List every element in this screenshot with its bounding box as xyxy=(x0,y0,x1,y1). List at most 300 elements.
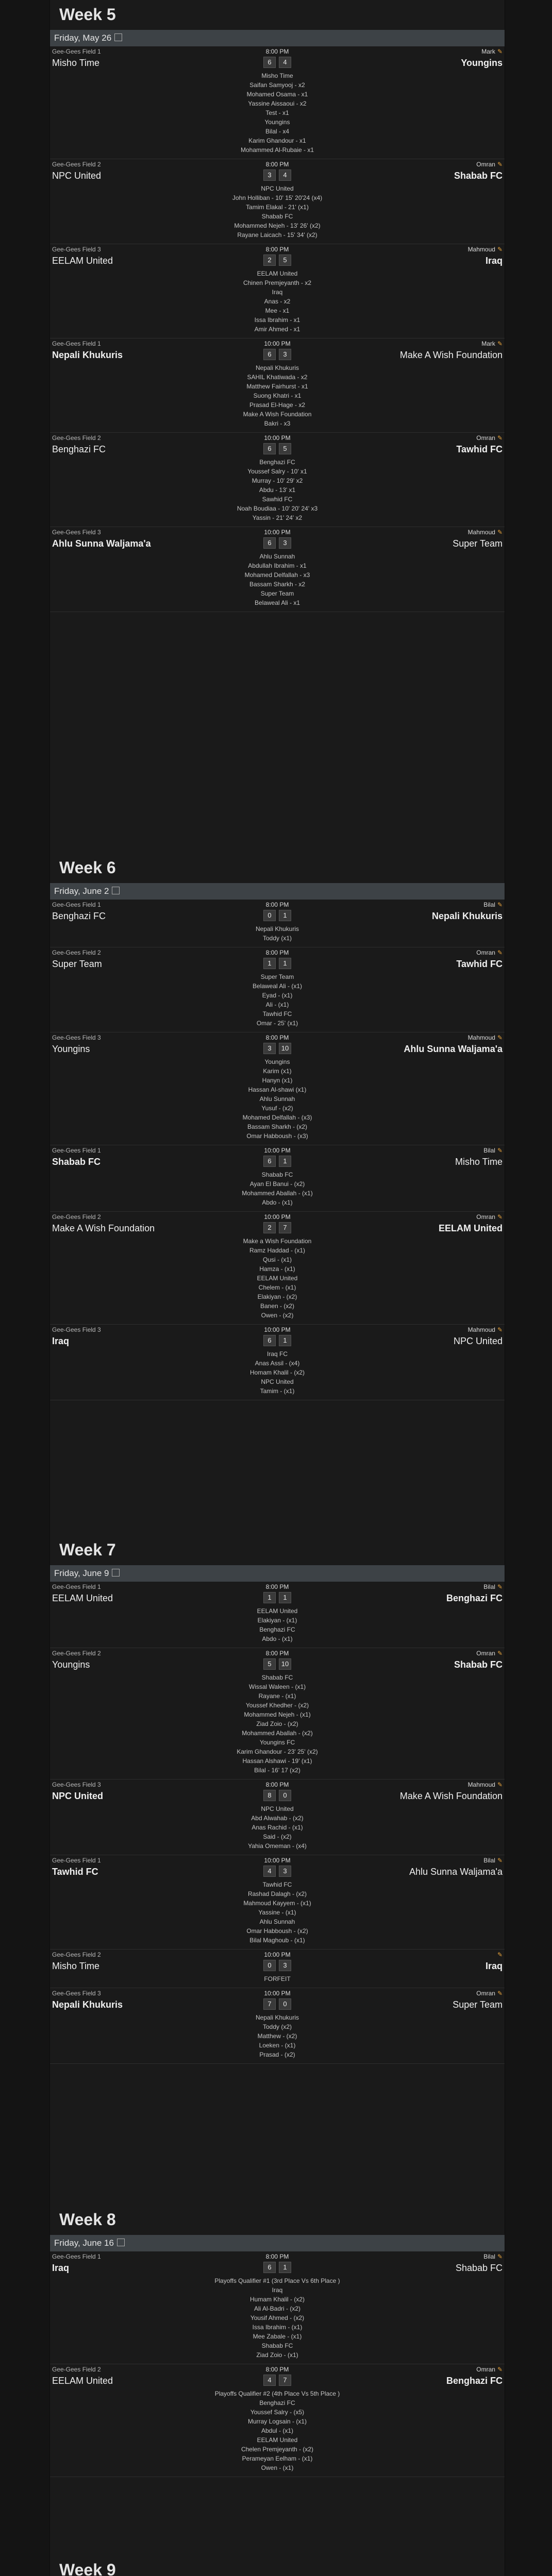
game-time: 8:00 PM xyxy=(265,1583,289,1590)
game-card xyxy=(50,1325,505,1400)
away-score: 3 xyxy=(279,349,291,360)
detail-line: Ahlu Sunnah xyxy=(259,1918,295,1925)
game-date: Friday, June 2 xyxy=(54,886,109,896)
game-header xyxy=(50,1032,505,1042)
edit-date-icon[interactable] xyxy=(117,2239,125,2246)
detail-line: Youngins FC xyxy=(259,1739,295,1746)
game-details xyxy=(50,1347,505,1400)
away-team[interactable]: Super Team xyxy=(453,538,503,549)
game-details xyxy=(50,1055,505,1145)
detail-line: Rayane - (x1) xyxy=(258,1692,296,1700)
week-section xyxy=(50,0,505,612)
detail-line: Nepali Khukuris xyxy=(255,364,299,371)
referee xyxy=(495,1951,503,1958)
game-header xyxy=(50,244,505,253)
field-name: Gee-Gees Field 1 xyxy=(52,901,101,908)
detail-line: Tamim - (x1) xyxy=(260,1387,295,1395)
teams-row xyxy=(50,1591,505,1604)
detail-line: Yassin - 21' 24' x2 xyxy=(252,514,303,521)
home-team[interactable]: Youngins xyxy=(52,1659,90,1670)
game-details xyxy=(50,182,505,244)
detail-line: Said - (x2) xyxy=(263,1833,292,1840)
game-card xyxy=(50,1950,505,1988)
detail-line: Yassine - (x1) xyxy=(258,1909,296,1916)
game-details xyxy=(50,550,505,612)
detail-line: NPC United xyxy=(261,1805,294,1812)
detail-line: Abdu - 13' x1 xyxy=(259,486,296,494)
game-time: 10:00 PM xyxy=(264,1990,291,1997)
referee-name: Omran xyxy=(476,2366,495,2373)
home-score: 6 xyxy=(263,1156,276,1167)
home-team[interactable]: Nepali Khukuris xyxy=(52,1999,123,2010)
home-score: 6 xyxy=(263,349,276,360)
home-team[interactable]: Benghazi FC xyxy=(52,911,106,921)
score xyxy=(50,1335,505,1346)
edit-game-icon[interactable]: ✎ xyxy=(497,2253,503,2260)
home-team[interactable]: Misho Time xyxy=(52,58,100,68)
home-team[interactable]: Shabab FC xyxy=(52,1157,101,1167)
away-score: 0 xyxy=(279,1998,291,2010)
detail-line: Prasad El-Hage - x2 xyxy=(249,401,306,409)
game-time: 8:00 PM xyxy=(265,2366,289,2373)
away-team[interactable]: Nepali Khukuris xyxy=(431,911,503,921)
referee xyxy=(476,434,503,442)
home-score: 3 xyxy=(263,170,276,181)
referee-name: Mahmoud xyxy=(467,529,495,536)
detail-line: Benghazi FC xyxy=(259,2399,295,2406)
home-score: 8 xyxy=(263,1790,276,1801)
referee-name: Omran xyxy=(476,1990,495,1997)
detail-line: Humam Khalil - (x2) xyxy=(249,2296,305,2303)
edit-game-icon[interactable]: ✎ xyxy=(497,1990,503,1997)
edit-game-icon[interactable]: ✎ xyxy=(497,161,503,168)
game-card xyxy=(50,2364,505,2477)
detail-line: Test - x1 xyxy=(265,109,289,116)
game-card xyxy=(50,244,505,338)
edit-date-icon[interactable] xyxy=(114,33,122,41)
game-header xyxy=(50,1648,505,1657)
referee-name: Bilal xyxy=(483,2253,495,2260)
home-team[interactable]: NPC United xyxy=(52,1791,103,1801)
teams-row xyxy=(50,56,505,69)
game-time: 8:00 PM xyxy=(265,1781,289,1788)
detail-line: Nepali Khukuris xyxy=(255,925,299,933)
field-name: Gee-Gees Field 2 xyxy=(52,1213,101,1221)
game-header xyxy=(50,1325,505,1334)
detail-line: Ramz Haddad - (x1) xyxy=(249,1247,306,1254)
referee xyxy=(468,529,503,536)
detail-line: Suong Khatri - x1 xyxy=(253,392,302,399)
teams-row xyxy=(50,1657,505,1671)
detail-line: Mohammed Al-Rubaie - x1 xyxy=(240,146,314,154)
referee-name: Omran xyxy=(476,161,495,168)
score xyxy=(50,1222,505,1233)
home-team[interactable]: Ahlu Sunna Waljama'a xyxy=(52,538,151,549)
field-name: Gee-Gees Field 2 xyxy=(52,2366,101,2373)
away-team[interactable]: Make A Wish Foundation xyxy=(399,1791,503,1801)
edit-game-icon[interactable]: ✎ xyxy=(497,1034,503,1041)
detail-line: Anas Assil - (x4) xyxy=(255,1360,300,1367)
detail-line: Noah Boudiaa - 10' 20' 24' x3 xyxy=(237,505,318,512)
edit-game-icon[interactable]: ✎ xyxy=(497,1857,503,1864)
game-header xyxy=(50,1988,505,1997)
home-team[interactable]: NPC United xyxy=(52,171,102,181)
edit-game-icon[interactable]: ✎ xyxy=(497,1781,503,1788)
field-name: Gee-Gees Field 3 xyxy=(52,1326,101,1333)
week-section xyxy=(50,1535,505,2064)
home-score: 6 xyxy=(263,1335,276,1346)
detail-line: Nepali Khukuris xyxy=(255,2014,299,2021)
score xyxy=(50,537,505,549)
game-card xyxy=(50,1855,505,1950)
game-card xyxy=(50,1145,505,1212)
edit-game-icon[interactable]: ✎ xyxy=(497,949,503,956)
away-team[interactable]: Make A Wish Foundation xyxy=(399,350,503,360)
referee-name: Omran xyxy=(476,434,495,442)
game-header xyxy=(50,1145,505,1155)
detail-line: Hassan Alshawi - 19' (x1) xyxy=(242,1757,312,1765)
detail-line: Benghazi FC xyxy=(259,459,295,466)
detail-line: Iraq FC xyxy=(266,1350,288,1358)
edit-date-icon[interactable] xyxy=(112,887,120,894)
game-card xyxy=(50,1582,505,1648)
detail-line: Playoffs Qualifier #1 (3rd Place Vs 6th Place ) xyxy=(214,2277,340,2284)
referee xyxy=(481,340,503,347)
referee-name: Mahmoud xyxy=(467,1326,495,1333)
detail-line: Karim Ghandour - x1 xyxy=(248,137,306,144)
detail-line: Youngins xyxy=(264,118,290,126)
game-time: 10:00 PM xyxy=(264,1857,291,1864)
referee xyxy=(476,1990,503,1997)
edit-game-icon[interactable]: ✎ xyxy=(497,246,503,253)
game-header xyxy=(50,1950,505,1959)
game-header xyxy=(50,1582,505,1591)
week-section xyxy=(50,853,505,1400)
game-details xyxy=(50,970,505,1032)
week-title: Week 5 xyxy=(59,5,116,24)
edit-game-icon[interactable]: ✎ xyxy=(497,901,503,908)
edit-game-icon[interactable]: ✎ xyxy=(497,1213,503,1221)
teams-row xyxy=(50,348,505,361)
detail-line: Ziad Zoio - (x1) xyxy=(256,2351,298,2359)
game-card xyxy=(50,900,505,947)
detail-line: Abdo - (x1) xyxy=(262,1635,293,1642)
date-bar xyxy=(50,883,505,900)
game-time: 8:00 PM xyxy=(265,48,289,55)
home-score: 2 xyxy=(263,255,276,266)
away-team[interactable]: Tawhid FC xyxy=(456,959,503,969)
detail-line: Tamim Elakal - 21' (x1) xyxy=(246,204,309,211)
date-bar xyxy=(50,1565,505,1582)
score xyxy=(50,1592,505,1603)
detail-line: Ali Al-Badri - (x2) xyxy=(254,2305,301,2312)
game-details xyxy=(50,922,505,947)
home-score: 6 xyxy=(263,57,276,68)
detail-line: Ali - (x1) xyxy=(265,1001,289,1008)
detail-line: Murray Logsain - (x1) xyxy=(247,2418,307,2425)
home-score: 1 xyxy=(263,958,276,969)
detail-line: Karim (x1) xyxy=(263,1067,292,1075)
detail-line: Owen - (x2) xyxy=(261,1312,294,1319)
detail-line: EELAM United xyxy=(257,1275,298,1282)
referee-name: Bilal xyxy=(483,1857,495,1864)
game-time: 8:00 PM xyxy=(265,161,289,168)
detail-line: Wissal Waleen - (x1) xyxy=(248,1683,306,1690)
detail-line: Youssef Khedher - (x2) xyxy=(245,1702,309,1709)
detail-line: NPC United xyxy=(261,185,294,192)
referee xyxy=(483,2253,503,2260)
edit-game-icon[interactable]: ✎ xyxy=(497,48,503,55)
referee-name: Bilal xyxy=(483,901,495,908)
detail-line: Saifan Samyooj - x2 xyxy=(249,81,305,89)
game-time: 10:00 PM xyxy=(264,1951,291,1958)
game-details xyxy=(50,1671,505,1779)
detail-line: Iraq xyxy=(272,289,283,296)
detail-line: Shabab FC xyxy=(261,2342,293,2349)
detail-line: Shabab FC xyxy=(261,1171,293,1178)
away-score: 1 xyxy=(279,1592,291,1603)
detail-line: Matthew Fairhurst - x1 xyxy=(246,383,308,390)
detail-line: Mee - x1 xyxy=(265,307,290,314)
referee xyxy=(483,1583,503,1590)
edit-game-icon[interactable]: ✎ xyxy=(497,1326,503,1333)
field-name: Gee-Gees Field 1 xyxy=(52,2253,101,2260)
home-score: 5 xyxy=(263,1658,276,1670)
away-team[interactable]: Benghazi FC xyxy=(446,2376,503,2386)
home-team[interactable]: Iraq xyxy=(52,1336,70,1346)
date-bar xyxy=(50,30,505,46)
detail-line: Mohammed Aballah - (x2) xyxy=(242,1730,313,1737)
score xyxy=(50,255,505,266)
referee xyxy=(476,1213,503,1221)
edit-game-icon[interactable]: ✎ xyxy=(497,340,503,347)
detail-line: Chinen Premjeyanth - x2 xyxy=(243,279,312,286)
field-name: Gee-Gees Field 2 xyxy=(52,434,101,442)
referee-name: Mark xyxy=(481,48,495,55)
detail-line: Mee Zabale - (x1) xyxy=(253,2333,302,2340)
edit-game-icon[interactable]: ✎ xyxy=(497,2366,503,2373)
home-score: 0 xyxy=(263,910,276,921)
game-details xyxy=(50,1234,505,1324)
field-name: Gee-Gees Field 1 xyxy=(52,1857,101,1864)
detail-line: Elakiyan - (x1) xyxy=(257,1617,297,1624)
home-score: 7 xyxy=(263,1998,276,2010)
game-header xyxy=(50,527,505,536)
detail-line: Prasad - (x2) xyxy=(259,2051,295,2058)
home-team[interactable]: Nepali Khukuris xyxy=(52,350,123,360)
teams-row xyxy=(50,1865,505,1878)
detail-line: John Holliban - 10' 15' 20'24 (x4) xyxy=(232,194,323,201)
edit-game-icon[interactable]: ✎ xyxy=(497,1147,503,1154)
edit-game-icon[interactable]: ✎ xyxy=(497,1951,503,1958)
game-header xyxy=(50,159,505,168)
game-header xyxy=(50,947,505,957)
away-score: 5 xyxy=(279,255,291,266)
detail-line: Mohamed Delfallah - (x3) xyxy=(242,1114,312,1121)
teams-row xyxy=(50,253,505,267)
detail-line: Eyad - (x1) xyxy=(262,992,293,999)
edit-game-icon[interactable]: ✎ xyxy=(497,529,503,536)
away-team[interactable]: Youngins xyxy=(461,58,503,68)
detail-line: Mohammed Nejeh - (x1) xyxy=(244,1711,311,1718)
game-time: 10:00 PM xyxy=(264,1147,291,1154)
home-team[interactable]: Tawhid FC xyxy=(52,1867,98,1877)
score xyxy=(50,958,505,969)
detail-line: Toddy (x2) xyxy=(262,2023,292,2030)
referee xyxy=(481,48,503,55)
away-score: 4 xyxy=(279,170,291,181)
home-team[interactable]: Iraq xyxy=(52,2263,70,2273)
edit-game-icon[interactable]: ✎ xyxy=(497,434,503,442)
game-card xyxy=(50,1648,505,1780)
detail-line: Sawhid FC xyxy=(262,496,293,503)
away-team[interactable]: Iraq xyxy=(485,1961,503,1971)
detail-line: Make A Wish Foundation xyxy=(243,411,312,418)
away-team[interactable]: Shabab FC xyxy=(454,171,503,181)
away-score: 5 xyxy=(279,443,291,454)
week-title: Week 7 xyxy=(59,1540,116,1559)
edit-game-icon[interactable]: ✎ xyxy=(497,1650,503,1657)
week-section xyxy=(50,2205,505,2477)
referee-name: Mahmoud xyxy=(467,1781,495,1788)
teams-row xyxy=(50,442,505,455)
away-team[interactable]: Super Team xyxy=(453,1999,503,2010)
edit-game-icon[interactable]: ✎ xyxy=(497,1583,503,1590)
home-team[interactable]: Super Team xyxy=(52,959,102,969)
away-score: 0 xyxy=(279,1790,291,1801)
detail-line: FORFEIT xyxy=(264,1975,291,1982)
game-card xyxy=(50,2251,505,2364)
game-time: 8:00 PM xyxy=(265,901,289,908)
referee xyxy=(468,1326,503,1333)
detail-line: Make a Wish Foundation xyxy=(243,1238,312,1245)
teams-row xyxy=(50,909,505,922)
game-header xyxy=(50,46,505,56)
detail-line: Hassan Al-shawi (x1) xyxy=(248,1086,307,1093)
detail-line: Belaweal Ali - (x1) xyxy=(252,982,303,990)
away-team[interactable]: NPC United xyxy=(453,1336,503,1346)
away-score: 1 xyxy=(279,910,291,921)
away-team[interactable]: Ahlu Sunna Waljama'a xyxy=(409,1867,503,1877)
game-time: 10:00 PM xyxy=(264,340,291,347)
away-team[interactable]: Misho Time xyxy=(455,1157,503,1167)
home-team[interactable]: Misho Time xyxy=(52,1961,100,1971)
game-time: 8:00 PM xyxy=(265,1650,289,1657)
referee xyxy=(483,1147,503,1154)
detail-line: Yahia Omeman - (x4) xyxy=(248,1842,307,1850)
game-card xyxy=(50,46,505,159)
game-card xyxy=(50,159,505,244)
detail-line: Shabab FC xyxy=(261,1674,293,1681)
referee xyxy=(468,1781,503,1788)
game-details xyxy=(50,267,505,338)
away-team[interactable]: Iraq xyxy=(485,256,503,266)
referee xyxy=(468,1034,503,1041)
game-header xyxy=(50,1855,505,1865)
detail-line: NPC United xyxy=(261,1378,294,1385)
game-details xyxy=(50,1878,505,1949)
game-time: 8:00 PM xyxy=(265,1034,289,1041)
away-team[interactable]: Ahlu Sunna Waljama'a xyxy=(404,1044,503,1054)
detail-line: Youssef Salry - (x5) xyxy=(250,2409,305,2416)
edit-date-icon[interactable] xyxy=(112,1569,120,1577)
field-name: Gee-Gees Field 2 xyxy=(52,1650,101,1657)
game-details xyxy=(50,1604,505,1648)
game-details xyxy=(50,2387,505,2477)
away-team[interactable]: Shabab FC xyxy=(454,1659,503,1670)
detail-line: Perameyan Eelham - (x1) xyxy=(242,2455,313,2462)
detail-line: Homam Khalil - (x2) xyxy=(249,1369,305,1376)
teams-row xyxy=(50,168,505,182)
referee xyxy=(476,1650,503,1657)
detail-line: Super Team xyxy=(260,590,294,597)
away-team[interactable]: EELAM United xyxy=(439,1223,503,1233)
home-team[interactable]: Youngins xyxy=(52,1044,90,1054)
detail-line: Bassam Sharkh - x2 xyxy=(249,581,306,588)
detail-line: Super Team xyxy=(260,973,294,980)
away-score: 1 xyxy=(279,2262,291,2273)
detail-line: Yousif Ahmed - (x2) xyxy=(250,2314,305,2321)
referee xyxy=(476,949,503,956)
detail-line: Owen - (x1) xyxy=(261,2464,294,2471)
teams-row xyxy=(50,1997,505,2011)
detail-line: Mohammed Nejeh - 13' 26' (x2) xyxy=(234,222,321,229)
home-score: 6 xyxy=(263,2262,276,2273)
week-title: Week 6 xyxy=(59,858,116,877)
detail-line: Abdul - (x1) xyxy=(261,2427,294,2434)
teams-row xyxy=(50,1042,505,1055)
away-team[interactable]: Tawhid FC xyxy=(456,444,503,454)
detail-line: Elakiyan - (x2) xyxy=(257,1293,297,1300)
away-team[interactable]: Shabab FC xyxy=(455,2263,503,2273)
home-team[interactable]: Make A Wish Foundation xyxy=(52,1223,155,1233)
game-card xyxy=(50,1032,505,1145)
score xyxy=(50,443,505,454)
teams-row xyxy=(50,1334,505,1347)
detail-line: Misho Time xyxy=(261,72,293,79)
referee-name: Mahmoud xyxy=(467,246,495,253)
teams-row xyxy=(50,1221,505,1234)
teams-row xyxy=(50,1155,505,1168)
detail-line: Rashad Dalagh - (x2) xyxy=(247,1890,307,1897)
referee-name: Mark xyxy=(481,340,495,347)
field-name: Gee-Gees Field 1 xyxy=(52,1147,101,1154)
game-date: Friday, May 26 xyxy=(54,33,112,43)
home-team[interactable]: Benghazi FC xyxy=(52,444,106,454)
home-score: 0 xyxy=(263,1960,276,1971)
teams-row xyxy=(50,957,505,970)
field-name: Gee-Gees Field 3 xyxy=(52,1781,101,1788)
detail-line: SAHIL Khatiwada - x2 xyxy=(247,374,308,381)
home-team[interactable]: EELAM United xyxy=(52,2376,113,2386)
detail-line: Mohamed Osama - x1 xyxy=(246,91,308,98)
game-date: Friday, June 9 xyxy=(54,1568,109,1578)
game-details xyxy=(50,361,505,432)
away-team[interactable]: Benghazi FC xyxy=(446,1593,503,1603)
game-card xyxy=(50,338,505,433)
detail-line: EELAM United xyxy=(257,1607,298,1615)
away-score: 1 xyxy=(279,1335,291,1346)
detail-line: Murray - 10' 29' x2 xyxy=(252,477,303,484)
score xyxy=(50,2262,505,2273)
game-card xyxy=(50,1212,505,1325)
home-team[interactable]: EELAM United xyxy=(52,256,113,266)
detail-line: Abd Alwahab - (x2) xyxy=(251,1815,304,1822)
game-time: 10:00 PM xyxy=(264,1213,291,1221)
home-team[interactable]: EELAM United xyxy=(52,1593,113,1603)
detail-line: Youngins xyxy=(264,1058,290,1065)
detail-line: Benghazi FC xyxy=(259,1626,295,1633)
